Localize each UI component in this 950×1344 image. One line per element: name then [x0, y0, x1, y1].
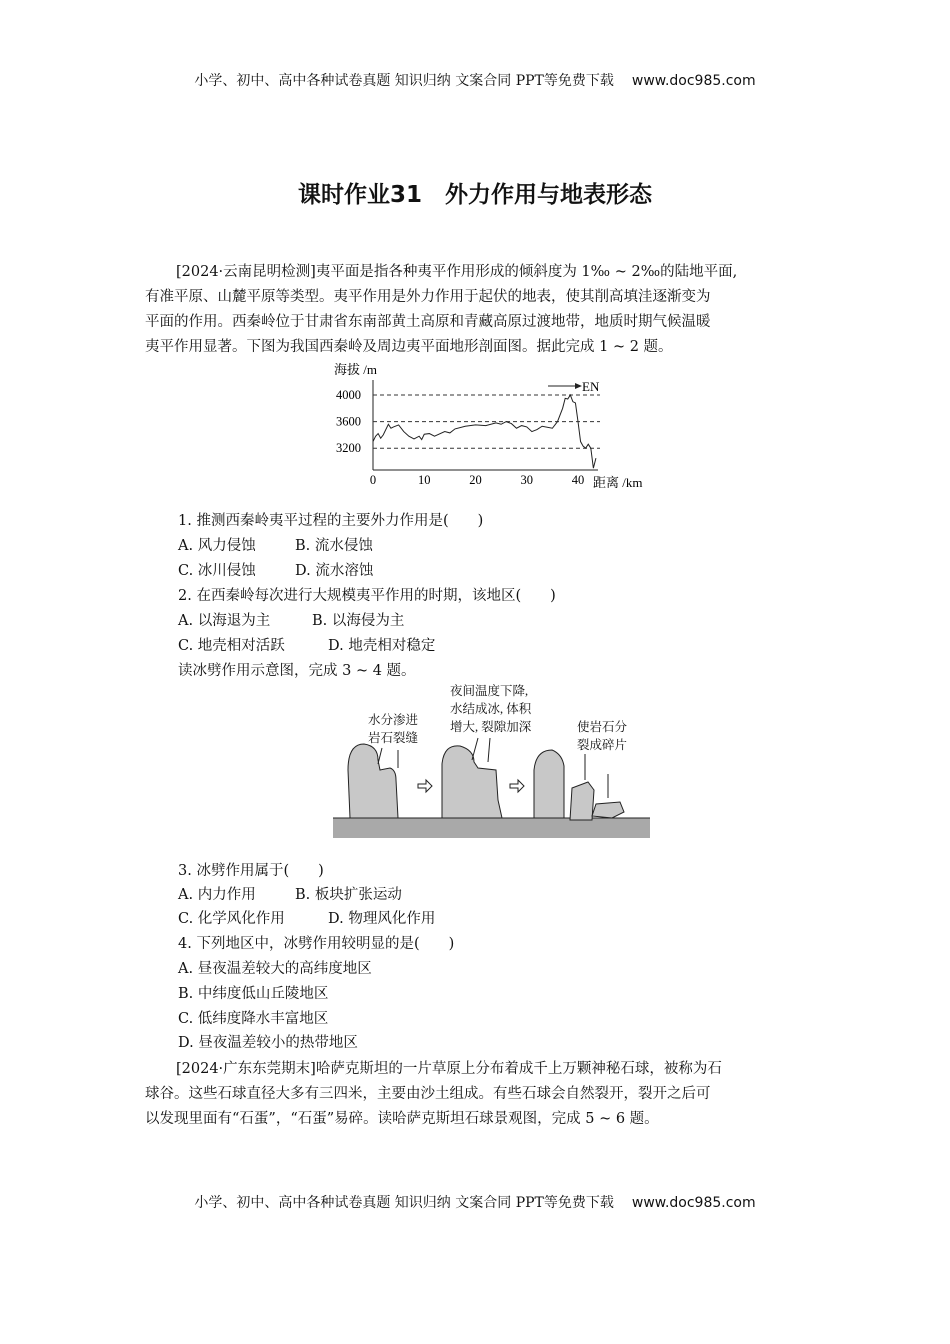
- q1-option-c[interactable]: C. 冰川侵蚀: [178, 563, 256, 579]
- rock-1: [348, 744, 398, 818]
- passage2-line: 以发现里面有“石蛋”，“石蛋”易碎。读哈萨克斯坦石球景观图，完成 5 ~ 6 题。: [145, 1111, 659, 1127]
- x-tick-label: 20: [469, 473, 482, 487]
- q4-option-b[interactable]: B. 中纬度低山丘陵地区: [178, 986, 329, 1002]
- q3-option-c[interactable]: C. 化学风化作用: [178, 911, 285, 927]
- x-axis-label: 距离 /km: [593, 475, 643, 490]
- y-axis-label: 海拔 /m: [334, 362, 377, 377]
- passage2-line: [2024·广东东莞期末]哈萨克斯坦的一片草原上分布着成千上万颗神秘石球，被称为石: [176, 1061, 722, 1077]
- arrow-right-icon: [418, 780, 432, 792]
- x-tick-label: 30: [520, 473, 533, 487]
- figure2-label2: 水结成冰, 体积: [450, 702, 532, 716]
- passage1-line: [2024·云南昆明检测]夷平面是指各种夷平作用形成的倾斜度为 1‰ ~ 2‰的陆地平面,: [176, 264, 738, 280]
- q4-option-c[interactable]: C. 低纬度降水丰富地区: [178, 1011, 329, 1027]
- frost-wedging-figure: [330, 680, 660, 842]
- figure2-label1: 水分渗进: [368, 713, 419, 727]
- figure2-label3: 使岩石分: [577, 720, 628, 734]
- q2-option-b[interactable]: B. 以海侵为主: [312, 613, 405, 629]
- figure2-label3: 裂成碎片: [577, 738, 628, 752]
- x-tick-label: 0: [369, 473, 377, 487]
- elevation-profile-figure: [320, 360, 660, 495]
- q1-option-b[interactable]: B. 流水侵蚀: [295, 538, 373, 554]
- arrow-right-icon: [510, 780, 524, 792]
- q2-option-c[interactable]: C. 地壳相对活跃: [178, 638, 285, 654]
- rock-3: [534, 750, 564, 818]
- profile-line: [373, 395, 596, 468]
- figure2-label1: 岩石裂缝: [368, 731, 419, 745]
- question-1-stem: 1. 推测西秦岭夷平过程的主要外力作用是( ): [178, 513, 484, 529]
- q3-option-b[interactable]: B. 板块扩张运动: [295, 887, 402, 903]
- fragment-2: [592, 802, 624, 818]
- figure2-label2: 夜间温度下降,: [450, 684, 529, 698]
- arrow-head-icon: [575, 383, 582, 389]
- q2-option-a[interactable]: A. 以海退为主: [178, 613, 271, 629]
- header-url[interactable]: www.doc985.com: [631, 73, 756, 89]
- y-tick-label: 3600: [336, 414, 361, 429]
- direction-label: EN: [582, 379, 600, 394]
- q3-option-a[interactable]: A. 内力作用: [178, 887, 256, 903]
- q4-option-d[interactable]: D. 昼夜温差较小的热带地区: [178, 1035, 358, 1051]
- passage1-line: 有准平原、山麓平原等类型。夷平作用是外力作用于起伏的地表，使其削高填洼逐渐变为: [145, 289, 711, 305]
- page-footer: [0, 1192, 950, 1212]
- q4-option-a[interactable]: A. 昼夜温差较大的高纬度地区: [178, 961, 372, 977]
- figure2-intro: 读冰劈作用示意图，完成 3 ~ 4 题。: [178, 663, 416, 679]
- question-3-stem: 3. 冰劈作用属于( ): [178, 863, 324, 879]
- fragment-1: [570, 782, 594, 820]
- q2-option-d[interactable]: D. 地壳相对稳定: [328, 638, 436, 654]
- figure2-label2: 增大, 裂隙加深: [450, 720, 532, 734]
- footer-text: 小学、初中、高中各种试卷真题 知识归纳 文案合同 PPT等免费下载: [194, 1195, 614, 1211]
- question-2-stem: 2. 在西秦岭每次进行大规模夷平作用的时期，该地区( ): [178, 588, 556, 604]
- footer-url[interactable]: www.doc985.com: [631, 1195, 756, 1211]
- page-header: [0, 70, 950, 90]
- x-tick-label: 10: [418, 473, 431, 487]
- question-4-stem: 4. 下列地区中，冰劈作用较明显的是( ): [178, 936, 455, 952]
- ground: [333, 818, 650, 838]
- x-tick-label: 40: [571, 473, 585, 487]
- passage1-line: 平面的作用。西秦岭位于甘肃省东南部黄土高原和青藏高原过渡地带，地质时期气候温暖: [145, 314, 711, 330]
- passage2-line: 球谷。这些石球直径大多有三四米，主要由沙土组成。有些石球会自然裂开，裂开之后可: [145, 1086, 711, 1102]
- y-tick-label: 4000: [336, 388, 361, 402]
- y-tick-label: 3200: [336, 441, 361, 456]
- q1-option-a[interactable]: A. 风力侵蚀: [178, 538, 256, 554]
- q3-option-d[interactable]: D. 物理风化作用: [328, 911, 436, 927]
- page-title: 课时作业31 外力作用与地表形态: [297, 182, 652, 208]
- passage1-line: 夷平作用显著。下图为我国西秦岭及周边夷平面地形剖面图。据此完成 1 ~ 2 题。: [145, 339, 673, 355]
- rock-2: [442, 746, 502, 818]
- header-text: 小学、初中、高中各种试卷真题 知识归纳 文案合同 PPT等免费下载: [194, 73, 614, 89]
- q1-option-d[interactable]: D. 流水溶蚀: [295, 563, 374, 579]
